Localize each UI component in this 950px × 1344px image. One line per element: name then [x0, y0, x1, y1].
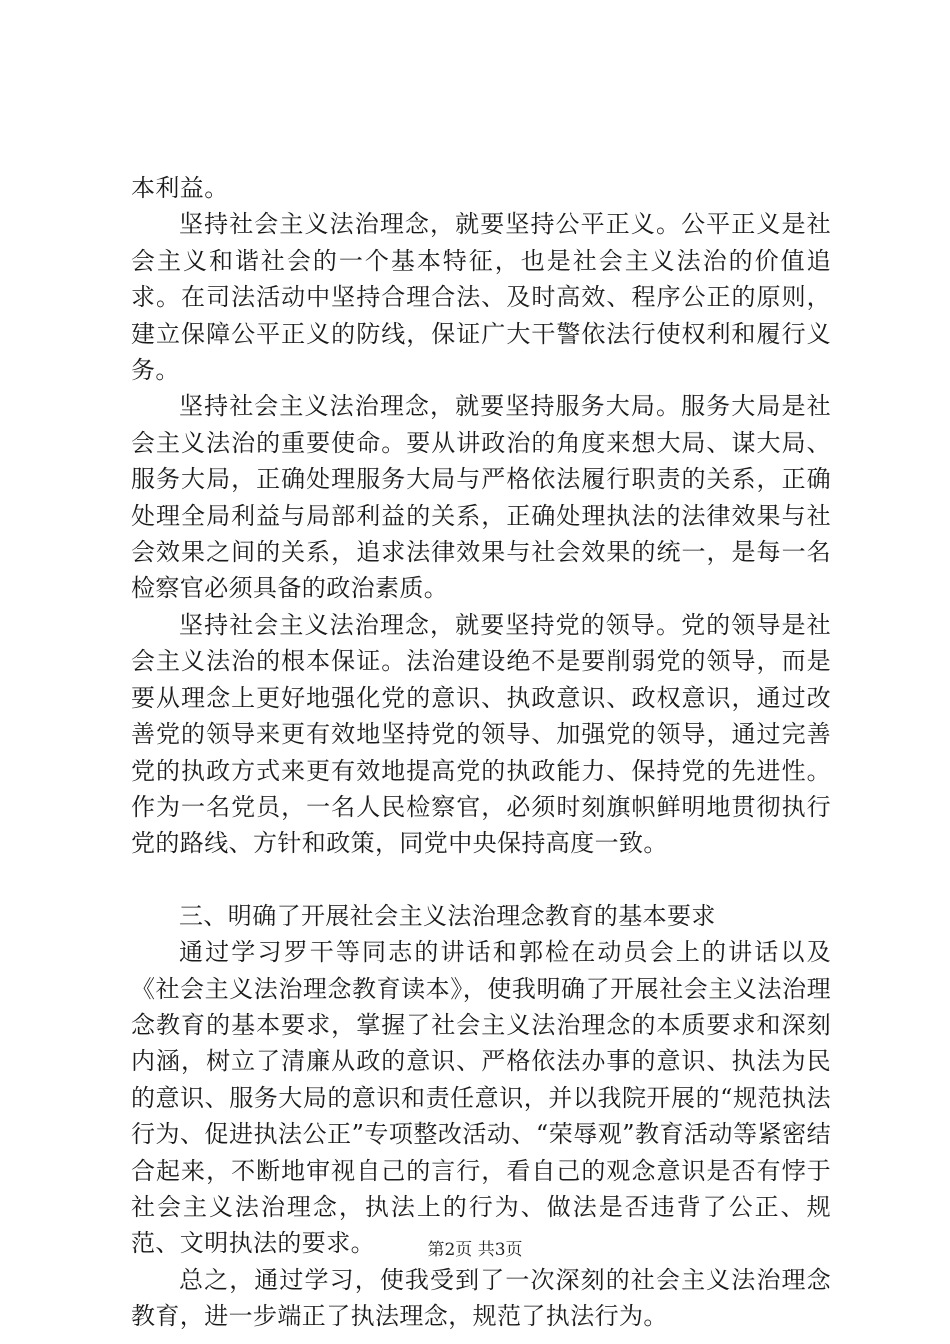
paragraph-conclusion: 总之，通过学习，使我受到了一次深刻的社会主义法治理念教育，进一步端正了执法理念，规范了执法行为。	[131, 1265, 831, 1331]
paragraph-intro-tail: 本利益。	[131, 174, 229, 202]
paragraph-party-leadership: 坚持社会主义法治理念，就要坚持党的领导。党的领导是社会主义法治的根本保证。法治建设绝不是要削弱党的领导，而是要从理念上更好地强化党的意识、执政意识、政权意识，通过改善党的领导来更有效地坚持党的领导、加强党的领导，通过完善党的执政方式来更有效地提高党的执政能力、保持党的先进性。作为一名党员，一名人民检察官，必须时刻旗帜鲜明地贯彻执行党的路线、方针和政策，同党中央保持高度一致。	[131, 610, 831, 858]
section-heading: 三、明确了开展社会主义法治理念教育的基本要求	[179, 901, 716, 930]
page-number-label: 第2页 共3页	[427, 1240, 523, 1260]
section-gap	[131, 862, 831, 898]
paragraph-fairness: 坚持社会主义法治理念，就要坚持公平正义。公平正义是社会主义和谐社会的一个基本特征，也是社会主义法治的价值追求。在司法活动中坚持合理合法、及时高效、程序公正的原则，建立保障公平正义的防线，保证广大干警依法行使权利和履行义务。	[131, 210, 831, 385]
page-footer	[0, 1240, 950, 1260]
paragraph-serve-overall: 坚持社会主义法治理念，就要坚持服务大局。服务大局是社会主义法治的重要使命。要从讲政治的角度来想大局、谋大局、服务大局，正确处理服务大局与严格依法履行职责的关系，正确处理全局利益与局部利益的关系，正确处理执法的法律效果与社会效果之间的关系，追求法律效果与社会效果的统一，是每一名检察官必须具备的政治素质。	[131, 392, 831, 603]
paragraph-basic-requirements: 通过学习罗干等同志的讲话和郭检在动员会上的讲话以及《社会主义法治理念教育读本》，使我明确了开展社会主义法治理念教育的基本要求，掌握了社会主义法治理念的本质要求和深刻内涵，树立了清廉从政的意识、严格依法办事的意识、执法为民的意识、服务大局的意识和责任意识，并以我院开展的“规范执法行为、促进执法公正”专项整改活动、“荣辱观”教育活动等紧密结合起来，不断地审视自己的言行，看自己的观念意识是否有悖于社会主义法治理念，执法上的行为、做法是否违背了公正、规范、文明执法的要求。	[131, 938, 831, 1258]
document-body	[131, 170, 831, 1335]
